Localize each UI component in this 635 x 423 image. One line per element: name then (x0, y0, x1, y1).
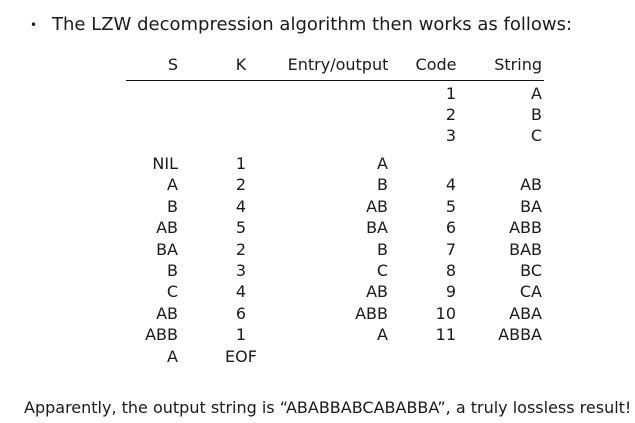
code-cell: 10 (435, 303, 456, 323)
k-cell: 2 (235, 175, 247, 195)
string-cell: CA (519, 282, 542, 302)
s-cell: AB (156, 303, 178, 323)
s-cell: C (166, 282, 178, 302)
string-cell: ABB (509, 218, 542, 238)
k-cell: EOF (225, 346, 257, 366)
code-cell: 7 (445, 239, 456, 259)
string-cell: BC (520, 261, 542, 280)
s-cell: AB (156, 218, 178, 238)
entry-output-cell: A (377, 154, 388, 173)
k-cell: 4 (235, 196, 247, 216)
entry-output-cell: AB (366, 196, 388, 216)
string-cell: AB (520, 175, 542, 195)
s-cell: B (167, 196, 178, 216)
intro-text: The LZW decompression algorithm then works as follows: (52, 14, 573, 35)
k-cell: 3 (235, 261, 247, 280)
entry-output-cell: A (377, 325, 388, 345)
code-cell: 4 (445, 175, 456, 195)
k-cell: 6 (235, 303, 247, 323)
s-cell: BA (156, 239, 178, 259)
header-entry-output: Entry/output (287, 55, 389, 74)
code-cell: 8 (445, 261, 456, 280)
initial-code-cell: 2 (445, 105, 456, 124)
bullet-marker: • (30, 18, 38, 32)
entry-output-cell: BA (366, 218, 388, 238)
k-cell: 1 (235, 154, 247, 173)
header-code: Code (415, 55, 457, 74)
s-cell: NIL (152, 154, 178, 173)
string-cell: ABBA (498, 325, 542, 345)
entry-output-cell: B (377, 175, 388, 195)
header-s: S (167, 55, 178, 74)
s-cell: B (167, 261, 178, 280)
initial-string-cell: A (531, 84, 542, 103)
entry-output-cell: ABB (355, 303, 388, 323)
initial-code-cell: 3 (445, 126, 456, 145)
string-cell: BAB (509, 239, 542, 259)
initial-code-cell: 1 (445, 84, 456, 103)
header-string: String (494, 55, 542, 74)
s-cell: A (167, 346, 178, 366)
s-cell: A (167, 175, 178, 195)
initial-string-cell: B (531, 105, 542, 124)
code-cell: 5 (445, 196, 456, 216)
entry-output-cell: B (377, 239, 388, 259)
s-cell: ABB (145, 325, 178, 345)
code-cell: 9 (445, 282, 456, 302)
k-cell: 1 (235, 325, 247, 345)
k-cell: 5 (235, 218, 247, 238)
initial-string-cell: C (530, 126, 542, 145)
entry-output-cell: AB (366, 282, 388, 302)
string-cell: ABA (509, 303, 542, 323)
header-k: K (235, 55, 247, 74)
string-cell: BA (520, 196, 542, 216)
k-cell: 4 (235, 282, 247, 302)
entry-output-cell: C (376, 261, 388, 280)
code-cell: 11 (435, 325, 456, 345)
k-cell: 2 (235, 239, 247, 259)
conclusion-text: Apparently, the output string is “ABABBABCABABBA”, a truly lossless result! (24, 398, 632, 417)
header-rule (126, 80, 544, 81)
code-cell: 6 (445, 218, 456, 238)
